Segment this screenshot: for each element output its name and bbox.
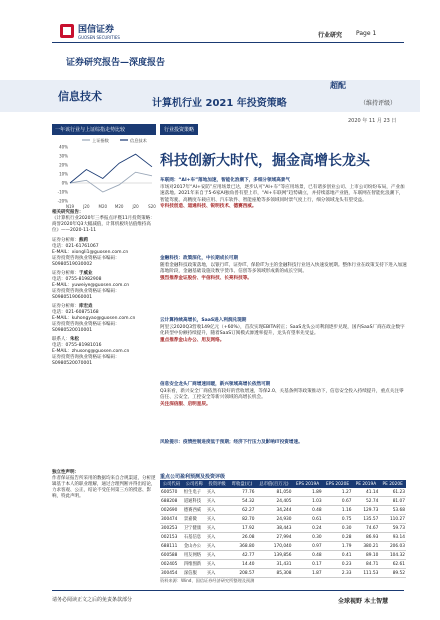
table-cell: 86.93 — [353, 533, 380, 542]
table-header-row — [160, 480, 406, 488]
table-cell: 用友网络 — [183, 551, 206, 560]
table-cell: 002690 — [160, 506, 183, 515]
table-cell: 石基信息 — [183, 533, 206, 542]
table-cell: 59.73 — [379, 524, 406, 533]
table-cell: 金山办公 — [183, 542, 206, 551]
section-1-head: 车联网：“AI+车”落地加速，智能化浪潮下，多细分领域高景气 — [160, 178, 290, 183]
trend-box — [52, 124, 156, 213]
section-2-body: 随着金融科技政策落地，以银行IT、证券IT、保险IT为主的金融科技行业进入快速发展期。整体行业在政策支持下进入加速落地阶段，金融基础设施及数字货币、信创等多领域形成新的成长空间。 — [160, 262, 407, 275]
series-line-1 — [70, 154, 152, 183]
table-cell: 0.97 — [293, 542, 323, 551]
table-cell: 600588 — [160, 551, 183, 560]
trend-title: 一年该行业与上证综指走势比较 — [52, 124, 156, 135]
analyst-card — [52, 238, 156, 268]
table-cell: 110.27 — [379, 515, 406, 524]
series-line-0 — [70, 172, 152, 192]
section-2 — [160, 256, 408, 282]
forecast-table — [160, 480, 406, 578]
table-cell: 81,050 — [255, 488, 292, 497]
analyst-column — [52, 210, 156, 370]
analyst-name: 朱松 — [70, 337, 79, 342]
table-cell: 德赛西威 — [183, 506, 206, 515]
table-cell: 82.70 — [229, 515, 256, 524]
table-cell: 89.52 — [379, 569, 406, 578]
table-cell: 0.23 — [323, 560, 353, 569]
table-cell: 85,308 — [255, 569, 292, 578]
table-row — [160, 524, 406, 533]
table-row — [160, 542, 406, 551]
table-cell: 0.48 — [293, 551, 323, 560]
table-cell: 111.53 — [353, 569, 380, 578]
table-cell: 368.80 — [229, 542, 256, 551]
x-tick-label: S20 — [148, 204, 156, 209]
logo-sub: GUOSEN SECURITIES — [78, 35, 120, 40]
table-cell: 62.61 — [379, 560, 406, 569]
analyst-name: 于威业 — [79, 271, 93, 276]
table-cell: 买入 — [206, 551, 229, 560]
table-cell: 300474 — [160, 515, 183, 524]
table-cell: 104.32 — [379, 551, 406, 560]
table-cell: 买入 — [206, 506, 229, 515]
x-tick-label: J20 — [132, 204, 139, 209]
table-row — [160, 488, 406, 497]
analyst-tel: 电话：0755-81982908 — [52, 277, 102, 282]
table-cell: 74.67 — [353, 524, 380, 533]
risk-text: 风险提示：疫情控制进度低于预期；经济下行压力及影响IT投资增速。 — [160, 440, 303, 445]
table-cell: 170,040 — [255, 542, 292, 551]
analyst-cert: 证券投资咨询执业资格证书编码：S0980519060001 — [52, 289, 120, 300]
related-title: 相关研究报告： — [52, 210, 84, 215]
industry-label: 信息技术 — [58, 90, 102, 103]
table-cell: 002405 — [160, 560, 183, 569]
table-cell: 24,930 — [255, 515, 292, 524]
table-header-cell: EPS 2019A — [293, 480, 323, 488]
table-cell: 买入 — [206, 497, 229, 506]
brand-logo-icon — [60, 24, 74, 38]
x-tick-label: M20 — [98, 204, 108, 209]
section-4 — [160, 382, 408, 408]
analyst-role: 证券分析师： — [52, 271, 79, 276]
category-tag: 行业投资策略 — [160, 124, 198, 135]
rating: （维持评级） — [360, 100, 397, 107]
table-cell: 0.24 — [293, 524, 323, 533]
x-tick-label: N19 — [65, 204, 75, 209]
trend-chart-svg — [52, 135, 156, 213]
table-header-cell: 总市值(百万元) — [255, 480, 292, 488]
table-header-cell: PE 2020E — [379, 480, 406, 488]
table-cell: 38,443 — [255, 524, 292, 533]
table-cell: 93.14 — [379, 533, 406, 542]
footer-left: 请务必阅读正文之后的免责条款部分 — [52, 597, 133, 603]
table-cell: 206.03 — [379, 542, 406, 551]
table-cell: 300454 — [160, 569, 183, 578]
analyst-cert: 证券投资咨询执业资格证书编码：S0980519030002 — [52, 256, 120, 267]
table-cell: 买入 — [206, 560, 229, 569]
table-cell: 41.14 — [353, 488, 380, 497]
section-2-key: 强烈推荐金证股份、宇信科技、长亮科技等。 — [160, 275, 252, 281]
table-cell: 54.32 — [229, 497, 256, 506]
table-cell: 0.41 — [323, 551, 353, 560]
table-header-cell: PE 2019A — [353, 480, 380, 488]
table-cell: 买入 — [206, 533, 229, 542]
analyst-role: 证券分析师： — [52, 238, 79, 243]
section-4-body: Q3来看，新兴安全厂商依然有较好的营收增速，等保2.0、关基条例等政策推动下，信息安全投入持续提升，重点关注零信任、云安全、工控安全等新兴领域的高增长机会。 — [160, 388, 404, 401]
table-row — [160, 569, 406, 578]
table-cell: 2.33 — [323, 569, 353, 578]
logo — [60, 22, 120, 40]
table-cell: 27,994 — [255, 533, 292, 542]
legend-label: 信息技术 — [130, 138, 147, 143]
table-cell: 1.87 — [293, 569, 323, 578]
table-cell: 1.89 — [293, 488, 323, 497]
table-header-cell: 公司名称 — [183, 480, 206, 488]
table-cell: 002153 — [160, 533, 183, 542]
table-cell: 1.79 — [323, 542, 353, 551]
analyst-role: 联系人： — [52, 337, 70, 342]
table-cell: 0.30 — [293, 533, 323, 542]
analyst-email[interactable]: E-MAIL：kuhongyao@guosen.com.cn — [52, 316, 136, 321]
analyst-card — [52, 337, 156, 367]
table-cell: 0.67 — [323, 497, 353, 506]
table-header-cell: 投资评级 — [206, 480, 229, 488]
analyst-tel: 电话：021-61761067 — [52, 244, 99, 249]
related-text: 《计算机行业2020年三季报点评暨11月投资策略：商誉2020年Q3大幅减值，计算机板块估值维持高位》——2020-11-11 — [52, 216, 155, 233]
section-4-key: 关注深信服、启明星辰。 — [160, 401, 211, 407]
footer-right: 全球视野 本土智慧 — [338, 598, 389, 605]
header-right — [318, 30, 376, 39]
report-type: 行业研究 — [318, 32, 343, 39]
table-cell: 0.28 — [323, 533, 353, 542]
table-cell: 688111 — [160, 542, 183, 551]
section-4-head: 信息安全龙头厂商增速回暖，新兴领域高增长依然可期 — [160, 382, 271, 387]
page-number: Page 1 — [356, 30, 377, 37]
y-tick-label: 0% — [61, 180, 68, 186]
y-tick-label: 10% — [59, 171, 68, 177]
section-3-head: 云计算持续高增长，SaaS进入利润兑现期 — [160, 318, 247, 323]
y-tick-label: 20% — [59, 162, 68, 168]
table-cell: 买入 — [206, 515, 229, 524]
table-cell: 买入 — [206, 524, 229, 533]
table-row — [160, 515, 406, 524]
analyst-cert: 证券投资咨询执业资格证书编码：S0980520010001 — [52, 322, 120, 333]
analyst-email[interactable]: E-MAIL：zhusong@guosen.com.cn — [52, 349, 130, 354]
table-cell: 42.77 — [229, 551, 256, 560]
x-tick-label: M20 — [114, 204, 124, 209]
table-cell: 53.68 — [379, 506, 406, 515]
section-3 — [160, 318, 408, 344]
header-divider — [52, 42, 404, 43]
table-row — [160, 560, 406, 569]
analyst-list — [52, 238, 156, 367]
table-cell: 四维图新 — [183, 560, 206, 569]
table-cell: 道通科技 — [183, 497, 206, 506]
report-series: 证券研究报告—深度报告 — [66, 58, 166, 68]
table-cell: 600570 — [160, 488, 183, 497]
table-cell: 24,405 — [255, 497, 292, 506]
analyst-email[interactable]: E-MAIL：xiongli1@guosen.com.cn — [52, 250, 129, 255]
analyst-card — [52, 271, 156, 301]
report-title: 计算机行业 2021 年投资策略 — [152, 98, 287, 109]
analyst-role: 证券分析师： — [52, 304, 79, 309]
section-1-key: 专科技创造、道通科技、锐明技术、德赛西威。 — [160, 204, 257, 210]
analyst-name: 熊莉 — [79, 238, 88, 243]
table-cell: 62.27 — [229, 506, 256, 515]
table-header-cell: EPS 2020E — [323, 480, 353, 488]
table-cell: 81.07 — [379, 497, 406, 506]
table-cell: 0.75 — [323, 515, 353, 524]
table-cell: 300253 — [160, 524, 183, 533]
table-row — [160, 551, 406, 560]
table-cell: 26.08 — [229, 533, 256, 542]
section-1-body: 市场对2017年“AI+安防”应用场景已达，逐步认可“AI+车”等应用场景，已有诸多创业公司、上市公司纷纷布局，产业加速落地。2021年来自于5-6家AI独角兽有望上市，“AI+车联网”趋势确立，并持续落地产业链，车联网在智能化浪潮下，智能驾驶、高精度车载应用、汽车软件、智能座舱等多领域同时景气度上行，细分领域龙头有望受益。 — [160, 184, 405, 203]
y-tick-label: 40% — [59, 144, 68, 150]
y-tick-label: -20% — [57, 198, 68, 204]
table-cell: 77.76 — [229, 488, 256, 497]
table-cell: 17.92 — [229, 524, 256, 533]
section-3-key: 重点推荐金山办公、用友网络。 — [160, 337, 225, 343]
table-cell: 139,856 — [255, 551, 292, 560]
table-cell: 买入 — [206, 488, 229, 497]
table-cell: 135.57 — [353, 515, 380, 524]
disclaimer-box — [52, 470, 156, 500]
table-cell: 129.73 — [353, 506, 380, 515]
table-cell: 84.71 — [353, 560, 380, 569]
table-body — [160, 488, 406, 578]
legend-label: 上证指数 — [92, 138, 109, 143]
table-cell: 1.27 — [323, 488, 353, 497]
x-tick-label: J20 — [83, 204, 90, 209]
y-tick-label: 30% — [59, 153, 68, 159]
section-1 — [160, 178, 408, 211]
disclaimer-text: 作者保证报告所采用的数据均来自合规渠道，分析逻辑基于本人的职业理解，通过合理判断并得出结论，力求客观、公正，结论不受任何第三方的授意、影响，特此声明。 — [52, 476, 156, 499]
trend-chart — [52, 135, 156, 213]
table-cell: 0.30 — [323, 524, 353, 533]
table-cell: 0.61 — [293, 515, 323, 524]
table-note: 资料来源：Wind、国信证券经济研究所整理及预测 — [160, 578, 255, 583]
table-header-cell: 公司代码 — [160, 480, 183, 488]
analyst-cert: 证券投资咨询执业资格证书编码：S0980520070001 — [52, 355, 120, 366]
table-cell: 深信服 — [183, 569, 206, 578]
table-cell: 14.40 — [229, 560, 256, 569]
table-cell: 买入 — [206, 542, 229, 551]
table-cell: 34,244 — [255, 506, 292, 515]
table-cell: 恒生电子 — [183, 488, 206, 497]
logo-text: 国信证券 — [78, 25, 115, 35]
section-2-head: 金融科技：政策深化，中长期成长可期 — [160, 256, 239, 261]
table-cell: 688208 — [160, 497, 183, 506]
table-cell: 买入 — [206, 569, 229, 578]
analyst-tel: 电话：021-60875168 — [52, 310, 99, 315]
section-3-body: 阿里云2020Q3营收149亿元（+60%），首次实现EBITA转正；SaaS龙头公司利润逐步兑现，国内SaaS厂商在政企数字化转型中份额持续提升，随着SaaS订阅模式渗透率提升，龙头有望率先受益。 — [160, 324, 405, 337]
table-cell: 61.23 — [379, 488, 406, 497]
footer-divider — [52, 590, 404, 591]
analyst-email[interactable]: E-MAIL：yuweiye@guosen.com.cn — [52, 283, 130, 288]
table-cell: 208.57 — [229, 569, 256, 578]
table-row — [160, 497, 406, 506]
table-cell: 0.48 — [293, 506, 323, 515]
table-cell: 52.74 — [353, 497, 380, 506]
disclaimer-title: 独立性声明： — [52, 470, 79, 475]
table-cell: 1.03 — [293, 497, 323, 506]
analyst-name: 库宏垚 — [79, 304, 93, 309]
table-cell: 0.17 — [293, 560, 323, 569]
analyst-tel: 电话：0755-81981016 — [52, 343, 102, 348]
table-cell: 31,431 — [255, 560, 292, 569]
risk-note — [160, 440, 408, 447]
table-row — [160, 506, 406, 515]
y-tick-label: -10% — [57, 189, 68, 195]
report-date: 2020 年 11 月 23 日 — [348, 118, 397, 124]
table-cell: 380.21 — [353, 542, 380, 551]
table-row — [160, 533, 406, 542]
table-cell: 卫宁健康 — [183, 524, 206, 533]
table-header-cell: 昨收盘(元) — [229, 480, 256, 488]
analyst-card — [52, 304, 156, 334]
table-cell: 景嘉微 — [183, 515, 206, 524]
table-cell: 1.16 — [323, 506, 353, 515]
headline: 科技创新大时代，掘金高增长龙头 — [160, 153, 370, 169]
table-title: 重点公司盈利预测及投资评级 — [160, 474, 226, 480]
table-cell: 89.10 — [353, 551, 380, 560]
rating-word: 超配 — [330, 81, 346, 90]
